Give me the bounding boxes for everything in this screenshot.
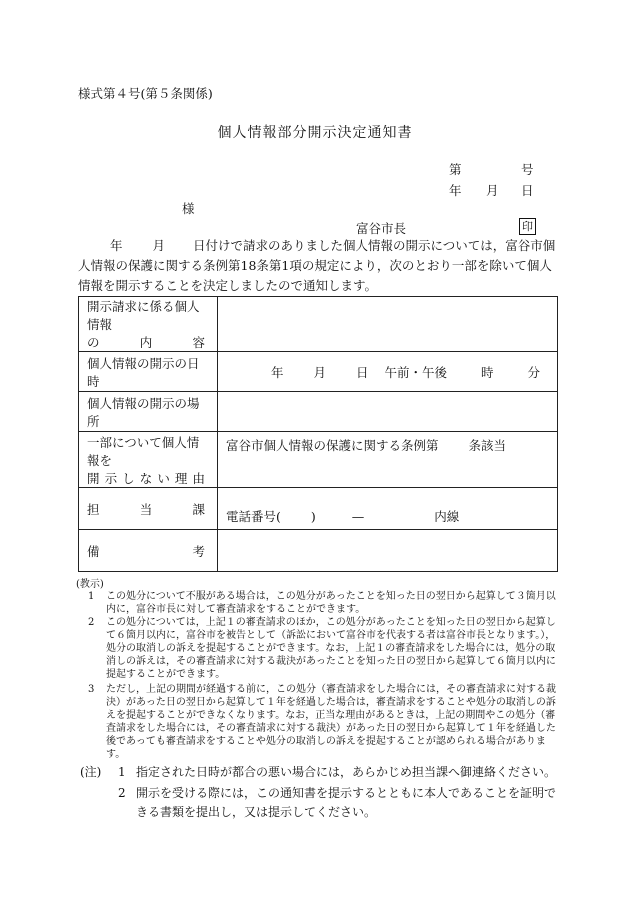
phone-close: ) — [310, 509, 316, 524]
value-datetime[interactable] — [218, 352, 558, 392]
instruction-item — [88, 616, 556, 681]
phone-dash: — — [351, 509, 365, 524]
label-char: の — [87, 335, 100, 350]
value-department[interactable] — [218, 488, 558, 530]
reason-suffix: 条該当 — [468, 438, 507, 453]
form-number: 様式第４号(第５条関係) — [78, 86, 213, 101]
postscript-text: 開示を受ける際には，この通知書を提示するとともに本人であることを証明できる書類を提出し，又は提示してください。 — [136, 786, 557, 819]
label-char: 示 — [104, 470, 118, 486]
postscript-label: (注) — [80, 765, 102, 779]
label-char: 内 — [139, 335, 153, 350]
document-title: 個人情報部分開示決定通知書 — [217, 125, 413, 141]
intro-month: 月 — [152, 238, 166, 253]
value-remarks[interactable] — [218, 530, 558, 572]
label-datetime: 個人情報の開示の日時 — [79, 352, 218, 392]
instruction-number: 3 — [88, 684, 95, 695]
phone-label: 電話番号( — [226, 509, 281, 524]
number-prefix: 第 — [449, 162, 462, 177]
label-char: 容 — [192, 335, 205, 350]
dt-month: 月 — [313, 364, 327, 380]
instruction-text: ただし，上記の期間が経過する前に，この処分（審査請求をした場合には，その審査請求に対する裁決）があった日の翌日から起算して１年を経過した場合は，審査請求をすることや処分の取消しの訴えを提起することができなくなります。なお，正当な理由があるときは，上記の期間やこの処分（審査請求をした場合には，その審査請求に対する裁決）があった日の翌日から起算して１年を経過した後であっても審査請求をすることや処分の取消しの訴えを提起することが認められる場合があります。 — [106, 684, 556, 760]
value-reason[interactable] — [218, 432, 558, 488]
postscript-number: 1 — [118, 765, 126, 779]
table-row — [79, 530, 558, 572]
instructions-heading: (教示) — [76, 579, 104, 590]
label-char: 考 — [192, 543, 205, 559]
instruction-text: この処分について不服がある場合は，この処分があったことを知った日の翌日から起算して３箇月以内に，富谷市長に対して審査請求をすることができます。 — [106, 591, 556, 615]
value-place[interactable] — [218, 392, 558, 432]
label-reason-line1: 一部について個人情報を — [87, 434, 200, 468]
dt-ampm: 午前・午後 — [384, 364, 448, 380]
label-place: 個人情報の開示の場所 — [79, 392, 218, 432]
label-content-line2 — [87, 333, 205, 351]
disclosure-table — [78, 296, 558, 572]
label-char: い — [157, 470, 170, 486]
label-char: 課 — [192, 501, 205, 517]
label-department — [79, 488, 218, 530]
label-reason-line2 — [87, 469, 205, 487]
extension-label: 内線 — [434, 509, 460, 524]
value-content[interactable] — [218, 297, 558, 352]
label-char: な — [139, 470, 153, 486]
date-year: 年 — [449, 183, 462, 198]
label-char: 由 — [192, 470, 205, 486]
date-month: 月 — [486, 183, 499, 198]
intro-year: 年 — [110, 238, 123, 253]
recipient-honorific: 様 — [182, 201, 195, 216]
dt-minute: 分 — [527, 364, 541, 380]
table-row — [79, 432, 558, 488]
date-day: 日 — [521, 183, 534, 198]
label-char: し — [122, 470, 135, 486]
label-content-line1: 開示請求に係る個人情報 — [87, 299, 200, 332]
dt-year: 年 — [271, 364, 284, 380]
instruction-number: 1 — [88, 591, 95, 602]
label-char: 備 — [87, 543, 100, 559]
dt-day: 日 — [356, 364, 369, 380]
intro-text: 日付けで請求のありました個人情報の開示については，富谷市個人情報の保護に関する条例第18条第1項の規定により，次のとおり一部を除いて個人情報を開示することを決定しましたので通知します。 — [78, 238, 556, 293]
reason-prefix: 富谷市個人情報の保護に関する条例第 — [226, 438, 439, 453]
instruction-text: この処分については，上記１の審査請求のほか，この処分があったことを知った日の翌日から起算して６箇月以内に，富谷市を被告として（訴訟において富谷市を代表する者は富谷市長となります。），処分の取消しの訴えを提起することができます。なお，上記１の審査請求をした場合には，処分の取消しの訴えは，その審査請求に対する裁決があったことを知った日の翌日から起算して６箇月以内に提起することができます。 — [106, 617, 556, 680]
instruction-item — [88, 683, 556, 761]
table-row — [79, 392, 558, 432]
postscript-item — [118, 784, 558, 822]
label-char: 理 — [174, 470, 188, 486]
label-char: 開 — [87, 470, 100, 486]
table-row — [79, 488, 558, 530]
dt-hour: 時 — [481, 364, 494, 380]
seal-mark: 印 — [519, 218, 536, 235]
table-row — [79, 297, 558, 352]
issuer-name: 富谷市長 — [356, 221, 407, 236]
label-char: 担 — [87, 501, 100, 517]
label-content — [79, 297, 218, 352]
table-row — [79, 352, 558, 392]
postscript-text: 指定された日時が都合の悪い場合には，あらかじめ担当課へ御連絡ください。 — [136, 765, 557, 779]
label-reason — [79, 432, 218, 488]
label-char: 当 — [139, 501, 153, 517]
intro-paragraph — [78, 236, 560, 296]
postscript-number: 2 — [118, 786, 126, 800]
instruction-number: 2 — [88, 617, 95, 628]
postscript-item — [118, 763, 558, 782]
instruction-item — [88, 590, 556, 616]
number-suffix: 号 — [521, 162, 534, 177]
label-remarks — [79, 530, 218, 572]
